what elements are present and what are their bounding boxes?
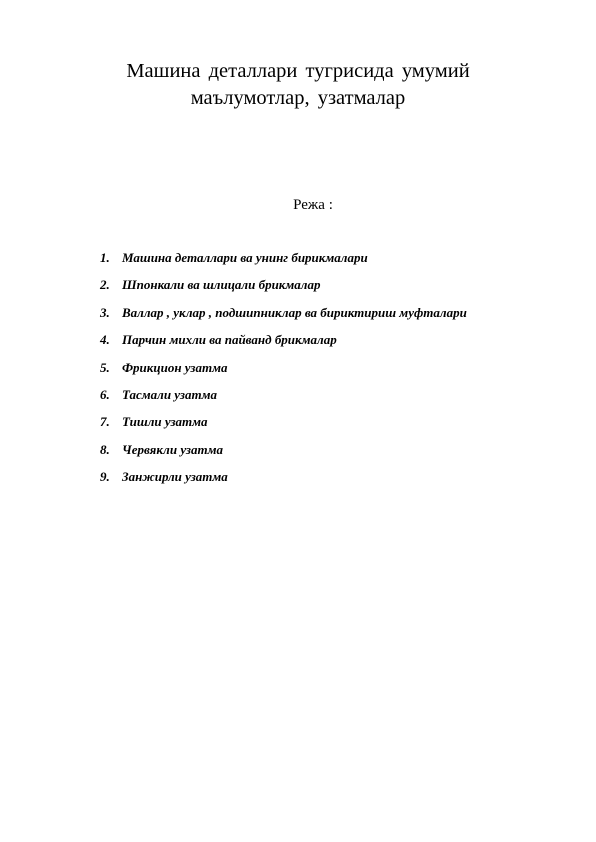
list-item-text: Тасмали узатма [122,386,217,402]
list-item [100,305,467,332]
list-item-number: 7. [100,414,110,430]
list-item-number: 1. [100,250,110,265]
list-item-text: Машина деталлари ва унинг бирикмалари [122,250,368,265]
list-item-text: Фрикцион узатма [122,359,228,375]
plan-heading: Режа : [293,197,333,213]
list-item-number: 8. [100,441,110,457]
list-item [100,332,467,359]
list-item-text: Валлар , уклар , подшипниклар ва бириктириш муфталари [122,304,467,320]
list-item-number: 9. [100,469,110,485]
list-item-number: 3. [100,304,110,320]
title-line-2: маълумотлар, узатмалар [190,87,406,109]
list-item [100,277,467,304]
list-item-text: Шпонкали ва шлицали брикмалар [122,277,321,293]
list-item [100,442,467,469]
title-line-1: Машина деталлари тугрисида умумий [126,60,470,82]
list-item [100,250,467,277]
list-item [100,469,467,496]
list-item-number: 6. [100,386,110,402]
list-item [100,414,467,441]
list-item-text: Парчин михли ва пайванд брикмалар [122,332,337,348]
list-item [100,360,467,387]
list-item-text: Занжирли узатма [122,469,228,485]
list-item-text: Тишли узатма [122,414,208,430]
list-item [100,387,467,414]
plan-list [100,250,467,497]
list-item-number: 2. [100,277,110,293]
document-title [60,58,536,112]
list-item-number: 5. [100,359,110,375]
list-item-number: 4. [100,332,110,348]
list-item-text: Червякли узатма [122,441,224,457]
